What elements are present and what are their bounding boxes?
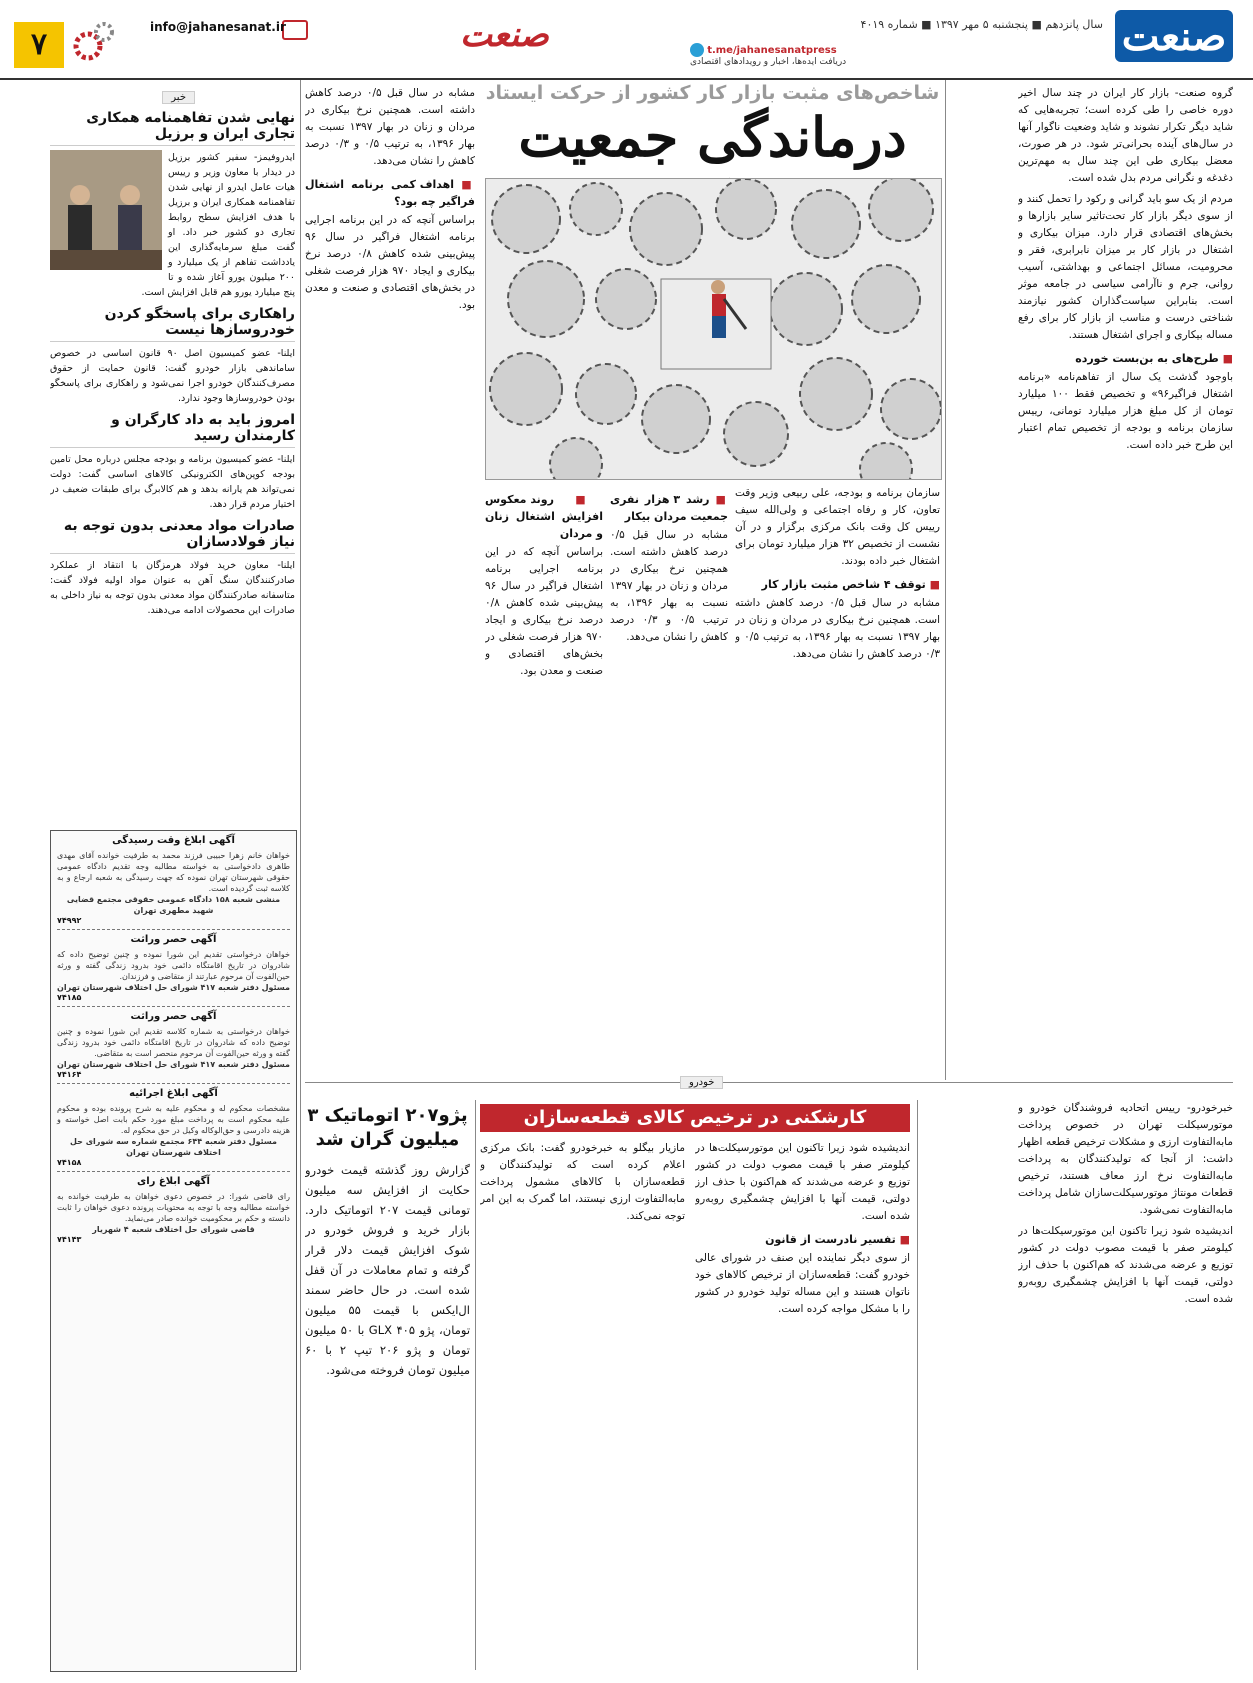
ad-title: آگهی حصر وراثت xyxy=(130,934,217,945)
gear-icon xyxy=(70,18,116,64)
section-divider xyxy=(305,1082,1233,1083)
ad-divider xyxy=(57,1083,290,1084)
news-title-automakers[interactable]: راهکاری برای پاسخگو کردن خودروسازها نیست xyxy=(50,306,295,342)
news-photo xyxy=(50,150,162,270)
news-title-iran-brazil[interactable]: نهایی شدن تفاهمنامه همکاری تجاری ایران و برزیل xyxy=(50,110,295,146)
ad-divider xyxy=(57,1171,290,1172)
gears-illustration xyxy=(485,178,942,480)
ad-code: ۷۴۱۶۴ xyxy=(57,1070,82,1079)
story-body-5c: مشابه در سال قبل ۰/۵ درصد کاهش داشته است. همچنین نرخ بیکاری در مردان و زنان در بهار ۱۳۹۷ نسبت به بهار ۱۳۹۶، به ترتیب ۰/۵ و ۰/۳ درصد کاهش را نشان می‌دهد. xyxy=(305,87,475,167)
story-column-d xyxy=(305,85,475,1095)
ad-divider xyxy=(57,929,290,930)
section-title: صنعت xyxy=(460,15,549,55)
ad-title: آگهی ابلاغ رای xyxy=(137,1176,210,1187)
column-rule xyxy=(300,80,301,1670)
peugeot-column xyxy=(305,1160,470,1670)
auto-subhead-law: ■ تفسیر نادرست از قانون xyxy=(695,1231,910,1248)
telegram-icon xyxy=(690,43,704,57)
auto-body-1b: اندیشیده شود زیرا تاکنون این موتورسیکلت‌ها در کیلومتر صفر با قیمت مصوب دولت در کشور توزیع و عرضه می‌شدند که هم‌اکنون با حذف ارز دولتی، قیمت آنها با افزایش چشمگیری روبه‌رو شده است. xyxy=(1018,1225,1233,1305)
subhead-indicators: ■ توقف ۴ شاخص مثبت بازار کار xyxy=(735,576,940,593)
news-title-workers[interactable]: امروز باید به داد کارگران و کارمندان رسید xyxy=(50,412,295,448)
ad-code: ۷۴۱۸۵ xyxy=(57,993,82,1002)
auto-banner: کارشکنی در ترخیص کالای قطعه‌سازان xyxy=(480,1104,910,1132)
ad-office: مسئول دفتر شعبه ۴۱۷ شورای حل اختلاف شهرستان تهران xyxy=(57,1060,290,1069)
auto-body-3: از سوی دیگر نماینده این صنف در شورای عالی خودرو گفت: قطعه‌سازان از ترخیص کالاهای خود ناتوان هستند و این مساله تولید خودرو در کشور را با مشکل مواجه کرده است. xyxy=(695,1252,910,1315)
story-column-a xyxy=(735,485,940,1095)
ad-title: آگهی حصر وراثت xyxy=(130,1011,217,1022)
column-rule xyxy=(945,80,946,1080)
story-kicker: شاخص‌های مثبت بازار کار کشور از حرکت ایستاد xyxy=(485,82,940,104)
ad-item xyxy=(51,1176,296,1244)
ad-divider xyxy=(57,1006,290,1007)
ad-text: رای قاضی شورا: در خصوص دعوی خواهان به طرفیت خوانده به خواسته مطالبه وجه با توجه به محتویات پرونده دعوی خواهان را ثابت دانسته و حکم بر محکومیت خوانده صادر می‌نماید. xyxy=(57,1192,290,1223)
story-body-2: باوجود گذشت یک سال از تفاهم‌نامه «برنامه اشتغال فراگیر۹۶» و تخصیص فقط ۱۰۰ میلیارد تومان از کل مبلغ هزار میلیارد تومانی، رییس سازمان برنامه و بودجه از تخصیص تمام اعتبار این طرح خبر داده است. xyxy=(1018,371,1233,451)
auto-body-2: مازیار بیگلو به خبرخودرو گفت: بانک مرکزی اعلام کرده است که تولیدکنندگان و قطعه‌سازان با کالاهای مشمول پرداخت مابه‌التفاوت ارزی نیستند، اما گمرک به این امر توجه نمی‌کند. xyxy=(480,1142,685,1222)
story-body-3: سازمان برنامه و بودجه، علی ربیعی وزیر وقت تعاون، کار و رفاه اجتماعی و ولی‌الله سیف رییس کل وقت بانک مرکزی برگزار و در آن نشست از تخصیص ۳۲ هزار میلیارد تومان برای اشتغال خبر داده بودند. xyxy=(735,487,940,567)
ad-text: خواهان درخواستی تقدیم این شورا نموده و چنین توضیح داده که شادروان در تاریخ اقامتگاه دائمی خود بدرود زندگی گفته و ورثه حین‌الفوت آن مرحوم عبارتند از متقاضی و فرزندان. xyxy=(57,950,290,981)
ad-office: قاضی شورای حل اختلاف شعبه ۴ شهریار xyxy=(92,1225,255,1234)
news-section-tag: خبر xyxy=(162,91,195,104)
story-body-5b: مشابه در سال قبل ۰/۵ درصد کاهش داشته است. همچنین نرخ بیکاری در مردان و زنان در بهار ۱۳۹۷ نسبت به بهار ۱۳۹۶، به ترتیب ۰/۵ و ۰/۳ درصد کاهش را نشان می‌دهد. xyxy=(610,529,728,643)
masthead xyxy=(0,0,1253,80)
main-story-lead-column xyxy=(1018,85,1233,645)
auto-column-a xyxy=(695,1140,910,1670)
page-number: ۷ xyxy=(14,22,64,68)
news-text-automakers: ایلنا- عضو کمیسیون اصل ۹۰ قانون اساسی در خصوص ساماندهی بازار خودرو گفت: قانون حمایت از حقوق مصرف‌کنندگان خودرو اجرا نمی‌شود و راهکاری برای پاسخگو بودن خودروسازها وجود ندارد. xyxy=(50,348,295,404)
telegram-info xyxy=(690,43,846,67)
news-text-iran-brazil: ایدروفیمز- سفیر کشور برزیل در دیدار با معاون وزیر و رییس هیات عامل ایدرو از نهایی شدن تفاهمنامه همکاری ایران و برزیل با هدف افزایش سطح روابط تجاری دو کشور خبر داد. او گفت مبلغ سرمایه‌گذاری این یادداشت تفاهم از یک میلیارد و ۲۰۰ میلیون یورو آغاز شده و تا پنج میلیارد یورو هم قابل افزایش است. xyxy=(141,152,295,298)
email-address[interactable]: info@jahanesanat.ir xyxy=(150,20,286,34)
ad-code: ۷۴۱۴۳ xyxy=(57,1235,82,1244)
ad-title: آگهی ابلاغ اجرائیه xyxy=(129,1088,218,1099)
story-body-4b: براساس آنچه که در این برنامه اجرایی برنامه اشتغال فراگیر در سال ۹۶ پیش‌بینی شده کاهش ۰/۸ درصد نرخ بیکاری و ایجاد ۹۷۰ هزار فرصت شغلی در بخش‌های اقتصادی و صنعت و معدن بود. xyxy=(485,546,603,677)
ad-title: آگهی ابلاغ وقت رسیدگی xyxy=(112,835,235,846)
ad-office: مسئول دفتر شعبه ۶۴۴ مجتمع شماره سه شورای حل اختلاف شهرستان تهران xyxy=(70,1137,277,1157)
ad-text: خواهان خانم زهرا حبیبی فرزند محمد به طرفیت خوانده آقای مهدی طاهری دادخواستی به خواسته مطالبه وجه تقدیم دادگاه عمومی حقوقی شهرستان تهران نموده که جهت رسیدگی به شعبه ارجاع و به کلاسه ثبت گردیده است. xyxy=(57,851,290,893)
telegram-caption: دریافت ایده‌ها، اخبار و رویدادهای اقتصادی xyxy=(690,57,847,67)
subhead-women-employment: ■ روند معکوس افزایش اشتغال زنان و مردان xyxy=(485,491,603,542)
meeting-photo-icon xyxy=(50,150,162,270)
story-column-c xyxy=(485,485,603,1095)
column-rule xyxy=(475,1100,476,1670)
issue-info: سال پانزدهم ■ پنجشنبه ۵ مهر ۱۳۹۷ ■ شماره ۴۰۱۹ xyxy=(860,18,1103,31)
auto-section-tag: خودرو xyxy=(680,1076,723,1089)
auto-lead-column xyxy=(1018,1100,1233,1670)
story-lead: گروه صنعت- بازار کار ایران در چند سال اخیر دوره خاصی را طی کرده است؛ تجربه‌هایی که شاید دیگر تکرار نشوند و شاید وضعیت ناگوار آنها در سال‌های آینده بحرانی‌تر شود. در هر صورت، معضل بیکاری طی این چند سال به مهم‌ترین دغدغه و نگرانی مردم بدل شده است. xyxy=(1018,87,1233,184)
news-text-mineral-exports: ایلنا- معاون خرید فولاد هرمزگان با انتقاد از عملکرد صادرکنندگان سنگ آهن به عنوان مواد اولیه فولاد گفت: متاسفانه صادرکنندگان مواد معدنی بدون توجه به نیاز داخلی به صادرات این محصولات ادامه می‌دهند. xyxy=(50,560,295,616)
news-text-workers: ایلنا- عضو کمیسیون برنامه و بودجه مجلس درباره محل تامین بودجه کوپن‌های الکترونیکی کالاهای اساسی گفت: دولت نمی‌تواند هم یارانه بدهد و هم کالابرگ برای طبقات ضعیف در اختیار مردم قرار دهد. xyxy=(50,454,295,510)
ad-item xyxy=(51,835,296,925)
auto-body-1: اندیشیده شود زیرا تاکنون این موتورسیکلت‌ها در کیلومتر صفر با قیمت مصوب دولت در کشور توزیع و عرضه می‌شدند که هم‌اکنون با حذف ارز دولتی، قیمت آنها با افزایش چشمگیری روبه‌رو شده است. xyxy=(695,1142,910,1222)
telegram-link[interactable]: t.me/jahanesanatpress xyxy=(707,45,837,56)
story-body-4: براساس آنچه که در این برنامه اجرایی برنامه اشتغال فراگیر در سال ۹۶ پیش‌بینی شده کاهش ۰/۸ درصد نرخ بیکاری و ایجاد ۹۷۰ هزار فرصت شغلی در بخش‌های اقتصادی و صنعت و معدن بود. xyxy=(305,214,475,311)
ad-office: منشی شعبه ۱۵۸ دادگاه عمومی حقوقی مجتمع قضایی شهید مطهری تهران xyxy=(66,895,281,915)
news-title-mineral-exports[interactable]: صادرات مواد معدنی بدون توجه به نیاز فولادسازان xyxy=(50,518,295,554)
legal-ads-box xyxy=(50,830,297,1672)
left-news-column xyxy=(50,85,295,825)
ad-item xyxy=(51,934,296,1002)
auto-column-b xyxy=(480,1140,685,1670)
peugeot-text: گزارش روز گذشته قیمت خودرو حکایت از افزایش سه میلیون تومانی قیمت ۲۰۷ اتوماتیک دارد. بازار خرید و فروش خودرو در شوک افزایش قیمت دلار قرار گرفته و تمام معاملات در آن قفل شده است. در حال حاضر سمند ال‌ایکس با قیمت ۵۵ میلیون تومان، پژو ۴۰۵ GLX با ۵۰ میلیون تومان و پژو ۲۰۶ تیپ ۲ با ۶۰ میلیون تومان فروخته می‌شود. xyxy=(305,1163,470,1377)
ad-text: مشخصات محکوم له و محکوم علیه به شرح پرونده بوده و محکوم علیه محکوم است به پرداخت مبلغ مورد حکم بابت اصل خواسته و هزینه دادرسی و حق‌الوکاله وکیل در حق محکوم له. xyxy=(57,1104,290,1135)
story-headline: درماندگی جمعیت xyxy=(518,105,907,169)
auto-lead: خبرخودرو- رییس اتحادیه فروشندگان خودرو و موتورسیکلت تهران در خصوص پرداخت مابه‌التفاوت ارزی و مشکلات ترخیص قطعه اظهار داشت: از آنجا که تولیدکنندگان به پرداخت مابه‌التفاوت نرخ ارز معاف هستند، ترخیص قطعات مونتاژ موتورسیکلت‌سازان شامل پرداخت مابه‌التفاوت نمی‌شود. xyxy=(1018,1102,1233,1216)
column-rule xyxy=(917,1100,918,1670)
newspaper-logo[interactable]: صنعت xyxy=(1115,10,1233,62)
subhead-men-unemployed: ■ رشد ۳ هزار نفری جمعیت مردان بیکار xyxy=(610,491,728,525)
ad-code: ۷۴۹۹۲ xyxy=(57,916,82,925)
ad-item xyxy=(51,1011,296,1079)
ad-office: مسئول دفتر شعبه ۴۱۷ شورای حل اختلاف شهرستان تهران xyxy=(57,983,290,992)
peugeot-headline: پژو۲۰۷ اتوماتیک ۳ میلیون گران شد xyxy=(307,1105,468,1150)
story-body-5: مشابه در سال قبل ۰/۵ درصد کاهش داشته است. همچنین نرخ بیکاری در مردان و زنان در بهار ۱۳۹۷ نسبت به بهار ۱۳۹۶، به ترتیب ۰/۵ و ۰/۳ درصد کاهش را نشان می‌دهد. xyxy=(735,597,940,660)
subhead-targets: ■ اهداف کمی برنامه اشتغال فراگیر چه بود؟ xyxy=(305,176,475,210)
ad-code: ۷۴۱۵۸ xyxy=(57,1158,82,1167)
ad-item xyxy=(51,1088,296,1167)
ad-text: خواهان درخواستی به شماره کلاسه تقدیم این شورا نموده و چنین توضیح داده که شادروان در تاریخ اقامتگاه دائمی خود بدرود زندگی گفته و ورثه حین‌الفوت آن مرحوم منحصر است به متقاضی. xyxy=(57,1027,290,1058)
story-body-1: مردم از یک سو باید گرانی و رکود را تحمل کنند و از سوی دیگر بازار کار تحت‌تاثیر سایر بازارها و بخش‌های اقتصادی قرار دارد. میزان بیکاری و اشتغال در بازار کار بر میزان نابرابری، فقر و محرومیت، مسائل اجتماعی و بهداشتی، آسیب روانی، جرم و ناآرامی سیاسی در جامعه موثر است. بنابراین سیاست‌گذاران کشور نیازمند شناختی درست و مناسب از بازار کار برای رفع مساله بیکاری و اجرای اشتغال هستند. xyxy=(1018,193,1233,341)
gears-icon xyxy=(486,179,941,479)
story-column-b xyxy=(610,485,728,1095)
subhead-dead-end: ■ طرح‌های به بن‌بست خورده xyxy=(1018,350,1233,367)
